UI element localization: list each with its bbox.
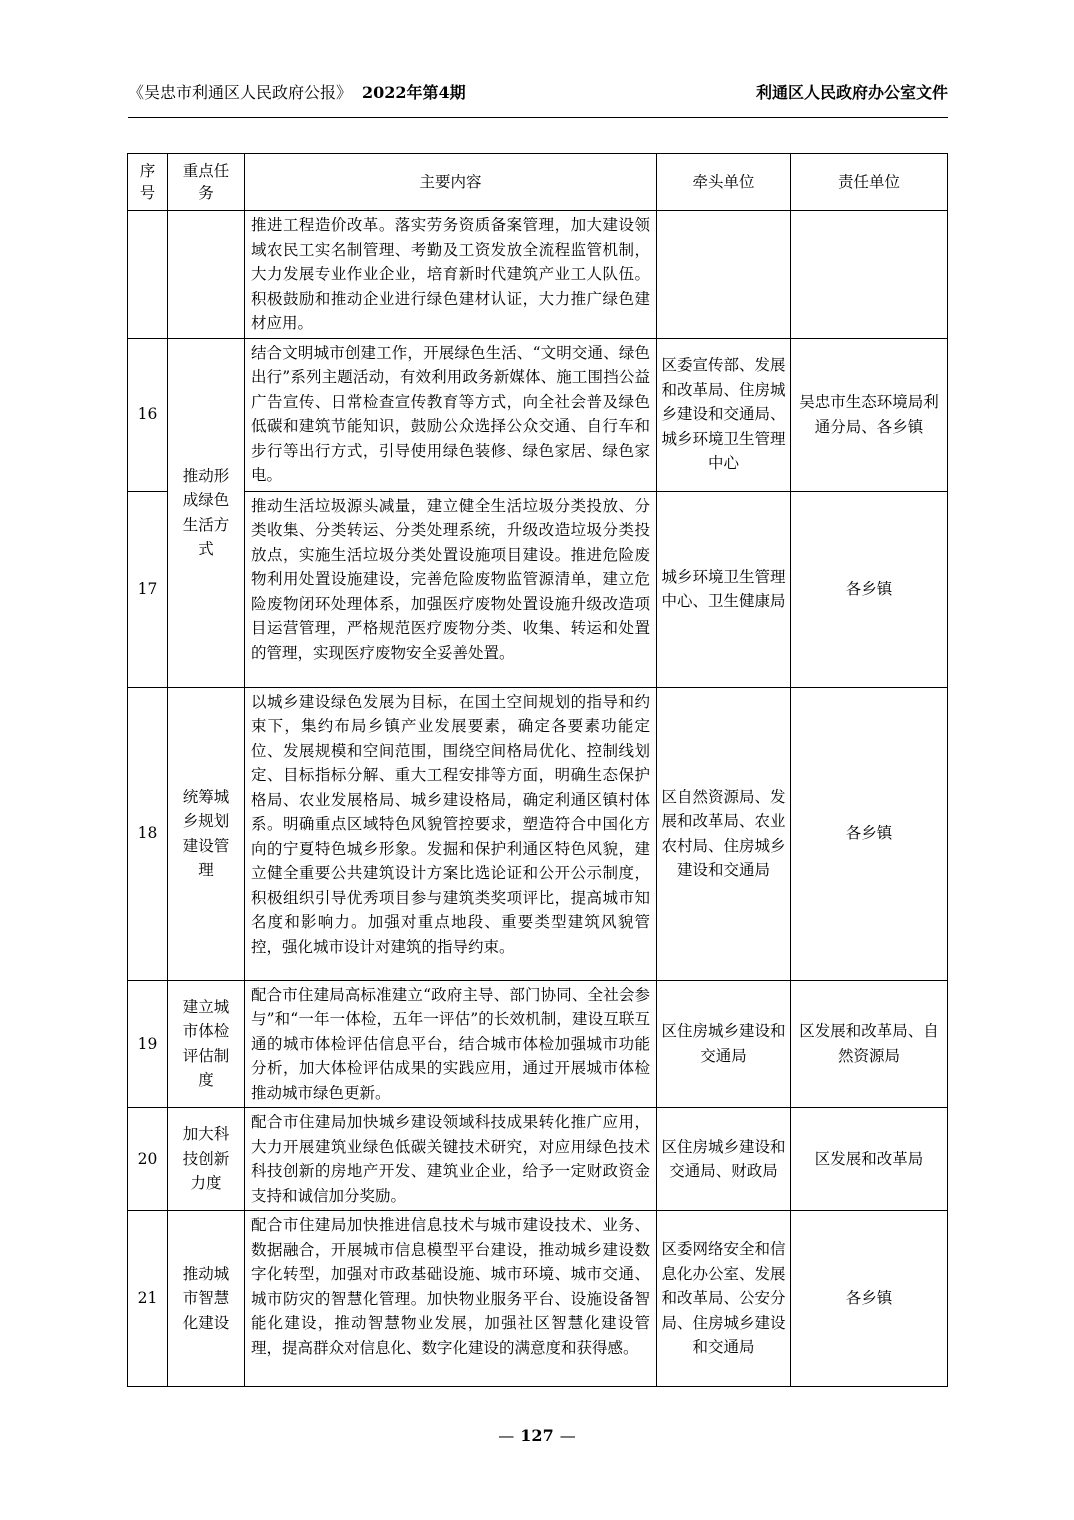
row-task: 推动形成绿色生活方式 <box>168 338 245 687</box>
row-num: 17 <box>128 491 168 687</box>
section-title: 利通区人民政府办公室文件 <box>755 83 948 102</box>
row-content: 以城乡建设绿色发展为目标，在国土空间规划的指导和约束下，集约布局乡镇产业发展要素，确定各要素功能定位、发展规模和空间范围，围绕空间格局优化、控制线划定、目标指标分解、重大工程安排等方面，明确生态保护格局、农业发展格局、城乡建设格局，确定利通区镇村体系。明确重点区域特色风貌管控要求，塑造符合中国化方向的宁夏特色城乡形象。发掘和保护利通区特色风貌，建立健全重要公共建筑设计方案比选论证和公开公示制度，积极组织引导优秀项目参与建筑类奖项评比，提高城市知名度和影响力。加强对重点地段、重要类型建筑风貌管控，强化城市设计对建筑的指导约束。 <box>245 687 657 980</box>
row-content: 推进工程造价改革。落实劳务资质备案管理，加大建设领域农民工实名制管理、考勤及工资发放全流程监管机制，大力发展专业作业企业，培育新时代建筑产业工人队伍。积极鼓励和推动企业进行绿色建材认证，大力推广绿色建材应用。 <box>245 211 657 339</box>
row-content: 配合市住建局高标准建立“政府主导、部门协同、全社会参与”和“一年一体检，五年一评估”的长效机制，建设互联互通的城市体检评估信息平台，结合城市体检加强城市功能分析，加大体检评估成果的实践应用，通过开展城市体检推动城市绿色更新。 <box>245 980 657 1108</box>
row-resp: 各乡镇 <box>791 491 948 687</box>
row-num: 18 <box>128 687 168 980</box>
row-lead: 区住房城乡建设和交通局 <box>657 980 791 1108</box>
row-lead: 区委网络安全和信息化办公室、发展和改革局、公安分局、住房城乡建设和交通局 <box>657 1211 791 1387</box>
row-resp: 区发展和改革局 <box>791 1108 948 1211</box>
col-header-resp: 责任单位 <box>791 154 948 211</box>
journal-issue: 2022年第4期 <box>362 83 466 102</box>
row-resp: 各乡镇 <box>791 687 948 980</box>
table-row <box>128 1211 948 1387</box>
row-task: 加大科技创新力度 <box>168 1108 245 1211</box>
row-content: 推动生活垃圾源头减量，建立健全生活垃圾分类投放、分类收集、分类转运、分类处理系统，升级改造垃圾分类投放点，实施生活垃圾分类处置设施项目建设。推进危险废物利用处置设施建设，完善危险废物监管源清单，建立危险废物闭环处理体系，加强医疗废物处置设施升级改造项目运营管理，严格规范医疗废物分类、收集、转运和处置的管理，实现医疗废物安全妥善处置。 <box>245 491 657 687</box>
row-lead <box>657 211 791 339</box>
col-header-lead: 牵头单位 <box>657 154 791 211</box>
row-resp: 区发展和改革局、自然资源局 <box>791 980 948 1108</box>
row-task: 建立城市体检评估制度 <box>168 980 245 1108</box>
row-lead: 城乡环境卫生管理中心、卫生健康局 <box>657 491 791 687</box>
row-content: 配合市住建局加快推进信息技术与城市建设技术、业务、数据融合，开展城市信息模型平台建设，推动城乡建设数字化转型，加强对市政基础设施、城市环境、城市交通、城市防灾的智慧化管理。加快物业服务平台、设施设备智能化建设，推动智慧物业发展，加强社区智慧化建设管理，提高群众对信息化、数字化建设的满意度和获得感。 <box>245 1211 657 1387</box>
col-header-content: 主要内容 <box>245 154 657 211</box>
page-header <box>128 80 948 108</box>
row-num: 16 <box>128 338 168 491</box>
table-row <box>128 338 948 491</box>
header-divider <box>128 117 948 118</box>
row-lead: 区委宣传部、发展和改革局、住房城乡建设和交通局、城乡环境卫生管理中心 <box>657 338 791 491</box>
row-resp: 吴忠市生态环境局利通分局、各乡镇 <box>791 338 948 491</box>
row-num: 20 <box>128 1108 168 1211</box>
row-content: 结合文明城市创建工作，开展绿色生活、“文明交通、绿色出行”系列主题活动，有效利用政务新媒体、施工围挡公益广告宣传、日常检查宣传教育等方式，向全社会普及绿色低碳和建筑节能知识，鼓励公众选择公众交通、自行车和步行等出行方式，引导使用绿色装修、绿色家居、绿色家电。 <box>245 338 657 491</box>
table-row <box>128 1108 948 1211</box>
row-task <box>168 211 245 339</box>
table-row <box>128 211 948 339</box>
page-number: 127 <box>520 1426 554 1445</box>
row-num: 21 <box>128 1211 168 1387</box>
journal-name: 《吴忠市利通区人民政府公报》 <box>128 83 353 102</box>
table-row <box>128 980 948 1108</box>
journal-title <box>128 80 466 103</box>
row-task: 推动城市智慧化建设 <box>168 1211 245 1387</box>
col-header-num: 序号 <box>128 154 168 211</box>
row-num <box>128 211 168 339</box>
table-row <box>128 687 948 980</box>
row-resp <box>791 211 948 339</box>
row-lead: 区住房城乡建设和交通局、财政局 <box>657 1108 791 1211</box>
row-lead: 区自然资源局、发展和改革局、农业农村局、住房城乡建设和交通局 <box>657 687 791 980</box>
row-task: 统筹城乡规划建设管理 <box>168 687 245 980</box>
table-row <box>128 491 948 687</box>
row-resp: 各乡镇 <box>791 1211 948 1387</box>
page-footer <box>0 1426 1074 1445</box>
footer-dash-right: — <box>559 1426 576 1445</box>
table-header-row <box>128 154 948 211</box>
row-num: 19 <box>128 980 168 1108</box>
task-table <box>127 153 948 1387</box>
footer-dash-left: — <box>498 1426 515 1445</box>
col-header-task: 重点任务 <box>168 154 245 211</box>
row-content: 配合市住建局加快城乡建设领域科技成果转化推广应用，大力开展建筑业绿色低碳关键技术研究，对应用绿色技术科技创新的房地产开发、建筑业企业，给予一定财政资金支持和诚信加分奖励。 <box>245 1108 657 1211</box>
